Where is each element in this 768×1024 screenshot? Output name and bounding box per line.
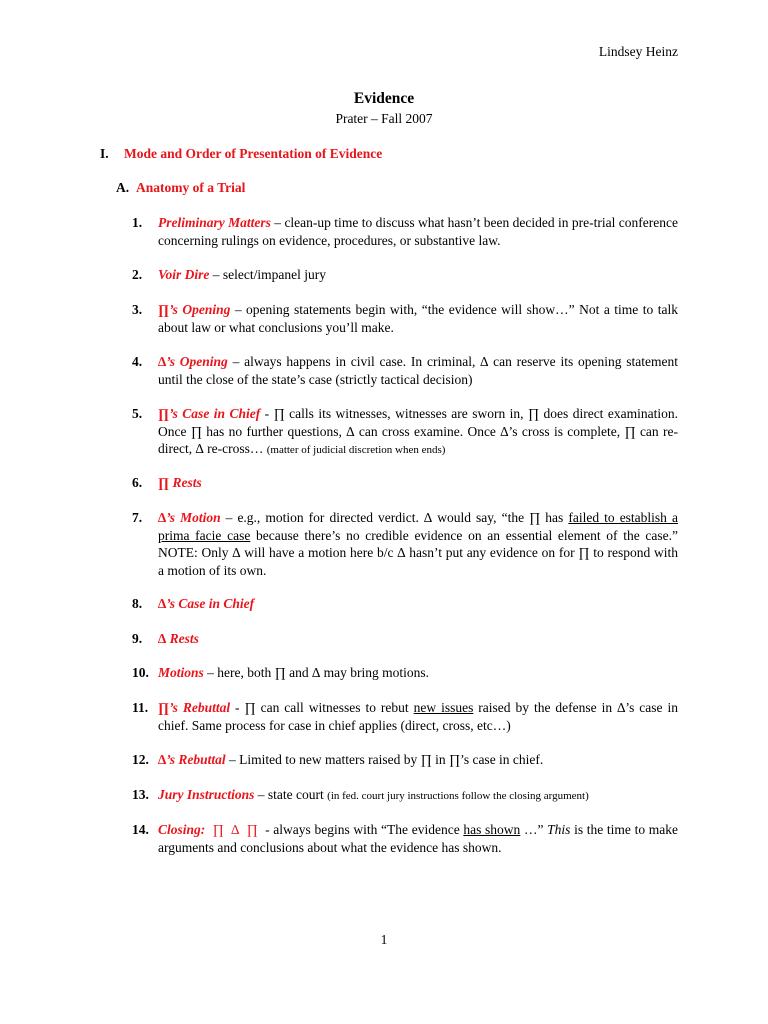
item-text: – here, both ∏ and ∆ may bring motions. — [203, 665, 429, 680]
item-text: – e.g., motion for directed verdict. ∆ would say, “the ∏ has — [220, 510, 569, 525]
list-item-3 — [132, 301, 678, 336]
item-underlined-text: failed to establish a prima facie case — [158, 510, 678, 543]
list-item-9 — [132, 630, 678, 648]
item-term: ∏’s Case in Chief — [158, 406, 261, 421]
item-text: – Limited to new matters raised by ∏ in ∏’s case in chief. — [225, 752, 544, 767]
list-item-4 — [132, 353, 678, 388]
item-text-continued: because there’s no credible evidence on an essential element of the case.” NOTE: Only ∆ will have a motion here b/c ∆ hasn’t put any evidence on for ∏ to respond with a motion of its own. — [158, 527, 679, 578]
item-body — [158, 509, 678, 579]
item-number: 14. — [132, 822, 149, 837]
item-number: 7. — [132, 510, 143, 525]
item-term: Jury Instructions — [158, 787, 255, 802]
item-number: 5. — [132, 406, 143, 421]
item-text: – state court — [254, 787, 328, 802]
author-name: Lindsey Heinz — [598, 44, 678, 59]
item-body — [158, 699, 678, 734]
list-item-6 — [132, 474, 678, 492]
item-body — [158, 301, 678, 336]
list-item-11 — [132, 699, 678, 734]
list-item-2 — [132, 266, 678, 284]
item-text: - ∏ can call witnesses to rebut — [230, 700, 414, 715]
item-number: 12. — [132, 752, 149, 767]
list-item-5 — [132, 405, 678, 460]
item-text: – select/impanel jury — [209, 267, 326, 282]
item-note: (matter of judicial discretion when ends) — [266, 444, 446, 456]
item-body — [158, 786, 678, 806]
item-body — [158, 751, 678, 769]
list-item-10 — [132, 664, 678, 682]
item-number: 10. — [132, 665, 149, 680]
page-number: 1 — [380, 932, 388, 947]
item-body — [158, 821, 678, 856]
list-item-13 — [132, 786, 678, 806]
item-term: ∆’s Motion — [158, 510, 221, 525]
subsection-number: A. — [116, 180, 130, 195]
list-item-1 — [132, 214, 678, 249]
item-text: - always begins with “The evidence — [261, 822, 464, 837]
item-term: ∆’s Case in Chief — [158, 596, 255, 611]
item-body — [158, 405, 678, 460]
item-number: 1. — [132, 215, 143, 230]
item-term: Motions — [158, 665, 204, 680]
item-text: – opening statements begin with, “the evidence will show…” Not a time to talk about law or what conclusions you’ll make. — [158, 302, 678, 335]
subsection-label: Anatomy of a Trial — [136, 180, 246, 195]
item-body — [158, 353, 678, 388]
item-term: Voir Dire — [158, 267, 210, 282]
item-number: 9. — [132, 631, 143, 646]
item-text-continued: …” — [520, 822, 548, 837]
document-subtitle: Prater – Fall 2007 — [335, 111, 433, 126]
item-text-continued: raised by the defense in ∆’s case in chief. Same process for case in chief applies (direct, cross, etc…) — [158, 700, 678, 733]
item-underlined-text: new issues — [413, 700, 474, 715]
item-term: ∏’s Opening — [158, 302, 231, 317]
item-underlined-text: has shown — [463, 822, 521, 837]
subsection-heading-a — [116, 179, 245, 197]
item-text: – clean-up time to discuss what hasn’t been decided in pre-trial conference concerning rulings on evidence, procedures, or substantive law. — [158, 215, 678, 248]
item-text: – always happens in civil case. In criminal, ∆ can reserve its opening statement until the close of the state’s case (strictly tactical decision) — [158, 354, 679, 387]
item-number: 13. — [132, 787, 149, 802]
item-body — [158, 266, 678, 284]
item-italic-text: This — [547, 822, 571, 837]
item-body — [158, 630, 678, 648]
item-body — [158, 595, 678, 613]
list-item-7 — [132, 509, 678, 579]
item-text: - ∏ calls its witnesses, witnesses are sworn in, ∏ does direct examination. Once ∏ has no further questions, ∆ can cross examine. Once ∆’s cross is complete, ∏ can re-direct, ∆ re-cross… — [158, 406, 678, 456]
item-text-end: is the time to make arguments and conclusions about what the evidence has shown. — [158, 822, 678, 855]
item-number: 6. — [132, 475, 143, 490]
section-label: Mode and Order of Presentation of Evidence — [124, 146, 383, 161]
document-title: Evidence — [353, 90, 415, 107]
item-body — [158, 214, 678, 249]
item-number: 11. — [132, 700, 149, 715]
item-number: 4. — [132, 354, 143, 369]
item-body — [158, 664, 678, 682]
list-item-12 — [132, 751, 678, 769]
section-number: I. — [100, 146, 109, 161]
item-term: ∏’s Rebuttal — [158, 700, 231, 715]
item-term: ∏ Rests — [158, 475, 202, 490]
item-term: ∆ Rests — [158, 631, 199, 646]
item-term: Closing: — [158, 822, 206, 837]
item-term: Preliminary Matters — [158, 215, 271, 230]
item-body — [158, 474, 678, 492]
list-item-8 — [132, 595, 678, 613]
item-note: (in fed. court jury instructions follow the closing argument) — [327, 790, 589, 802]
item-term: ∆’s Opening — [158, 354, 228, 369]
item-number: 8. — [132, 596, 143, 611]
section-heading-1 — [100, 145, 382, 163]
item-term: ∆’s Rebuttal — [158, 752, 226, 767]
item-number: 3. — [132, 302, 143, 317]
item-symbols: ∏ ∆ ∏ — [205, 822, 262, 837]
item-number: 2. — [132, 267, 143, 282]
list-item-14 — [132, 821, 678, 856]
